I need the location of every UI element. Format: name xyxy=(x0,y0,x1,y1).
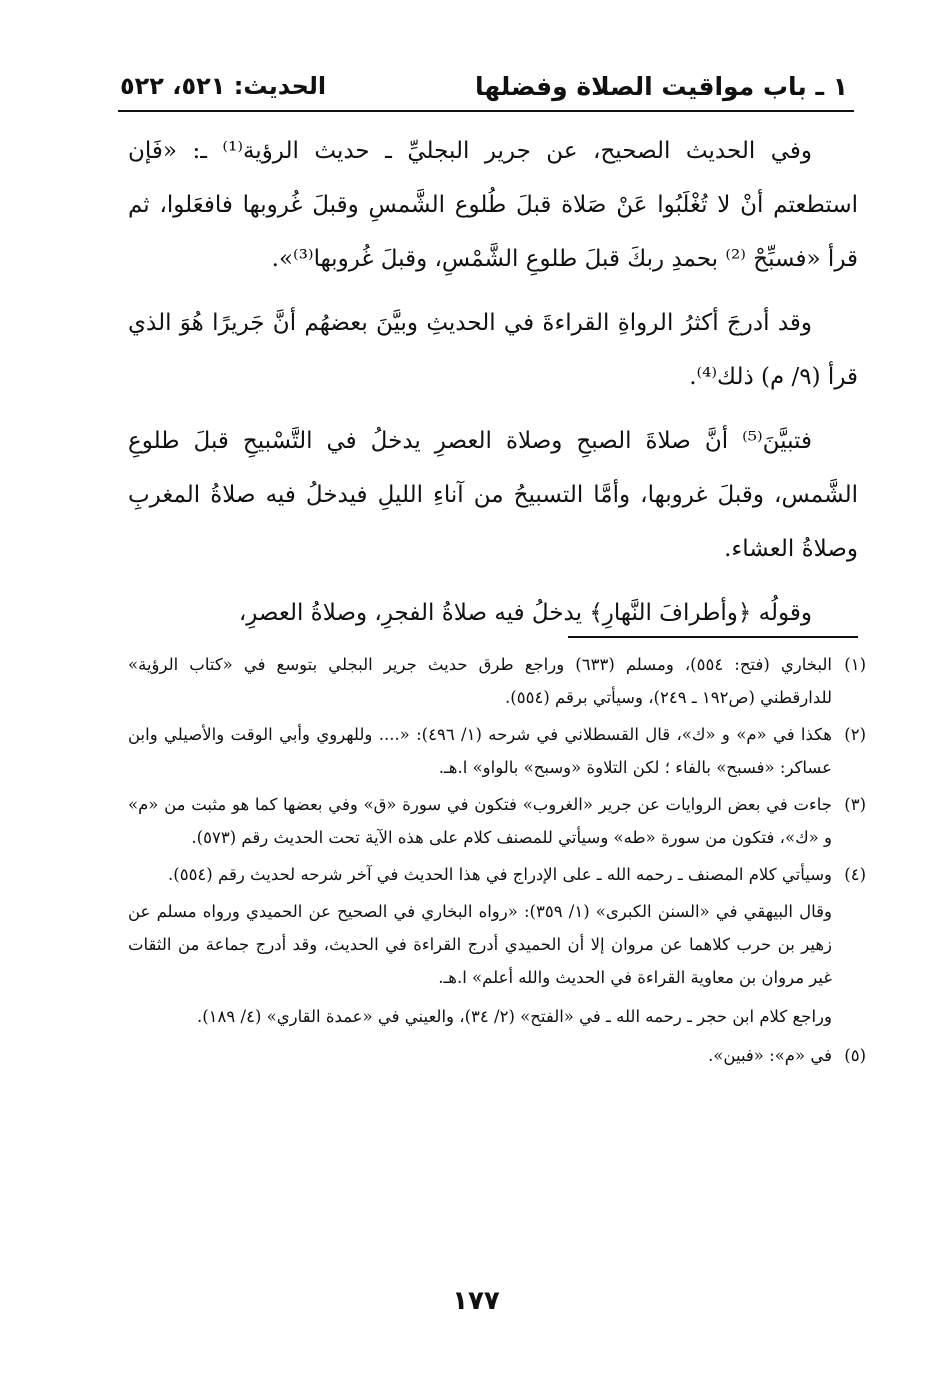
paragraph: وقولُه ﴿وأطرافَ النَّهارِ﴾ يدخلُ فيه صلاةُ الفجرِ، وصلاةُ العصرِ، xyxy=(238,600,812,626)
footnote-text: وسيأتي كلام المصنف ـ رحمه الله ـ على الإدراج في هذا الحديث في آخر شرحه لحديث رقم (٥٥٤). xyxy=(168,865,832,884)
footnote xyxy=(128,648,866,714)
footnote-continuation: وراجع كلام ابن حجر ـ رحمه الله ـ في «الفتح» (٢/ ٣٤)، والعيني في «عمدة القاري» (٤/ ١٨٩). xyxy=(196,1007,832,1026)
footnote-number: (٥) xyxy=(844,1046,866,1065)
footnote xyxy=(128,718,866,784)
footnote-number: (٢) xyxy=(844,725,866,744)
paragraph: وقد أدرجَ أكثرُ الرواةِ القراءةَ في الحديثِ وبيَّنَ بعضهُم أنَّ جَريرًا هُوَ الذي قرأ (٩/ م) ذلك⁽⁴⁾. xyxy=(128,310,858,390)
footnote xyxy=(128,788,866,854)
footnote-text: في «م»: «فبين». xyxy=(708,1046,832,1065)
main-text xyxy=(128,124,858,650)
footnote xyxy=(128,1039,866,1072)
footnote-continuation: وقال البيهقي في «السنن الكبرى» (١/ ٣٥٩): «رواه البخاري في الصحيح عن الحميدي ورواه مسلم عن زهير بن حرب كلاهما عن مروان إلا أن الحميدي أدرج القراءة في الحديث، وقد أدرج جماعة من الثقات غير مروان بن معاوية القراءة في الحديث والله أعلم» ا.هـ. xyxy=(128,902,832,987)
footnotes xyxy=(128,648,866,1076)
chapter-title: ١ ـ باب مواقيت الصلاة وفضلها xyxy=(475,72,848,101)
footnote-text: جاءت في بعض الروايات عن جرير «الغروب» فتكون في سورة «ق» وفي بعضها كما هو مثبت من «م» و «ك»، فتكون من سورة «طه» وسيأتي للمصنف كلام على هذه الآية تحت الحديث رقم (٥٧٣). xyxy=(128,795,832,847)
page-number: ١٧٧ xyxy=(452,1286,500,1316)
footnote xyxy=(128,858,866,891)
footnote-divider xyxy=(568,636,858,638)
footnote-number: (٤) xyxy=(844,865,866,884)
running-header xyxy=(120,70,848,104)
footnote-text: البخاري (فتح: ٥٥٤)، ومسلم (٦٣٣) وراجع طرق حديث جرير البجلي بتوسع في «كتاب الرؤية» للدارقطني (ص١٩٢ ـ ٢٤٩)، وسيأتي برقم (٥٥٤). xyxy=(128,655,832,707)
hadith-range: الحديث: ٥٢١، ٥٢٢ xyxy=(120,72,327,100)
footnote-number: (١) xyxy=(844,655,866,674)
paragraph: وفي الحديث الصحيح، عن جرير البجليِّ ـ حديث الرؤية⁽¹⁾ ـ: «فَإن استطعتم أنْ لا تُغْلَبُوا عَنْ صَلاة قبلَ طُلوع الشَّمسِ وقبلَ غُروبها فافعَلوا، ثم قرأ «فسبِّحْ ⁽²⁾ بحمدِ ربكَ قبلَ طلوعِ الشَّمْسِ، وقبلَ غُروبها⁽³⁾». xyxy=(128,138,858,272)
footnote-number: (٣) xyxy=(844,795,866,814)
header-divider xyxy=(118,110,854,112)
footnote-text: هكذا في «م» و «ك»، قال القسطلاني في شرحه (١/ ٤٩٦): «.... وللهروي وأبي الوقت والأصيلي وابن عساكر: «فسبح» بالفاء ؛ لكن التلاوة «وسبح» بالواو» ا.هـ. xyxy=(128,725,832,777)
paragraph: فتبيَّنَ⁽⁵⁾ أنَّ صلاةَ الصبحِ وصلاة العصرِ يدخلُ في التَّسْبيحِ قبلَ طلوعِ الشَّمس، وقبلَ غروبها، وأمَّا التسبيحُ من آناءِ الليلِ فيدخلُ فيه صلاةُ المغربِ وصلاةُ العشاء. xyxy=(128,428,858,562)
